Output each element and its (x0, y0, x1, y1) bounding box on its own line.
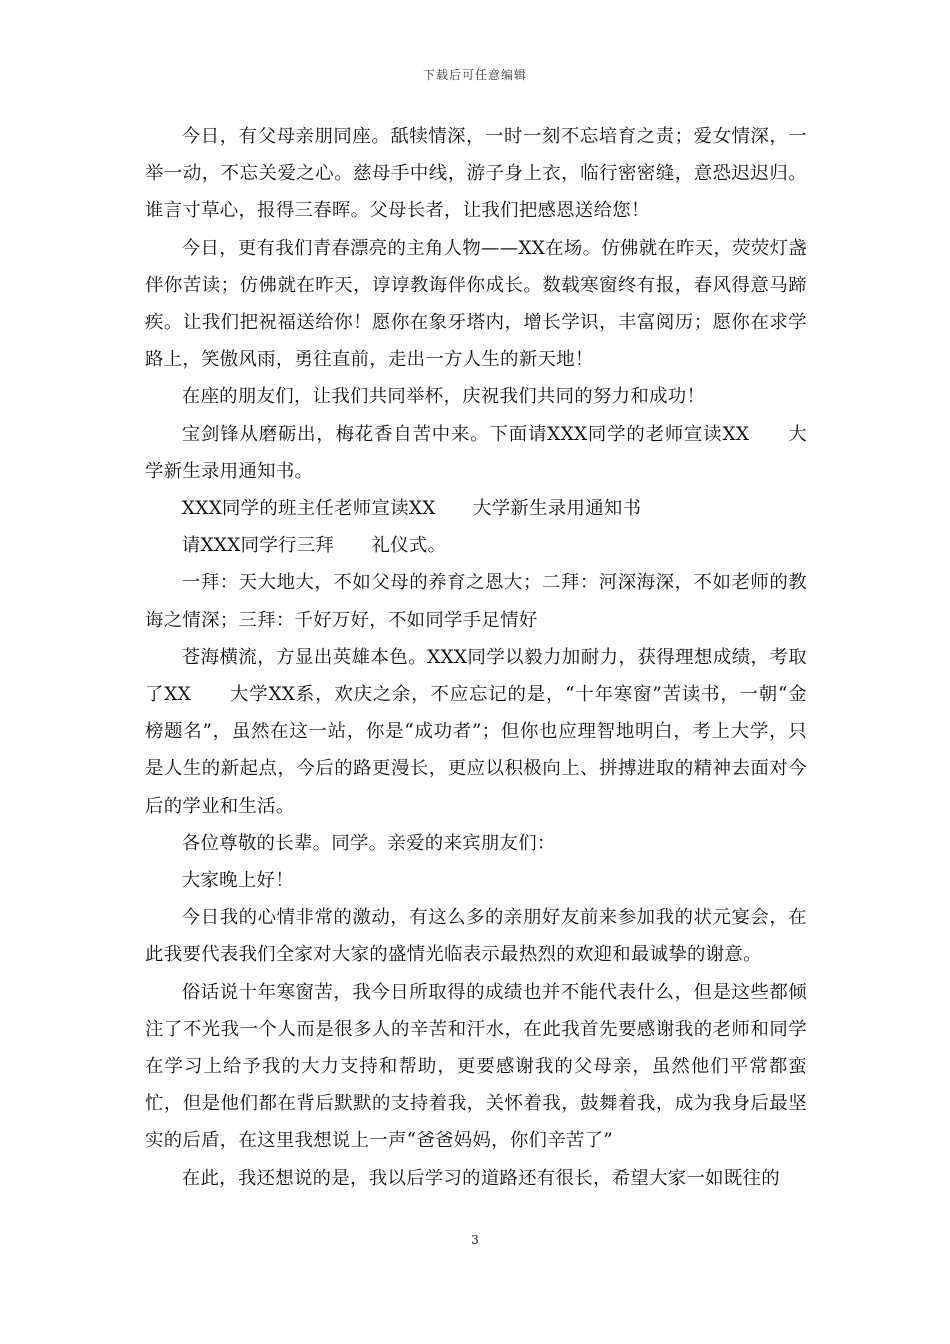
paragraph-blessing-parents: 今日，有父母亲朋同座。舐犊情深，一时一刻不忘培育之责；爱女情深，一举一动，不忘关爱之心。慈母手中线，游子身上衣，临行密密缝，意恐迟迟归。谁言寸草心，报得三春晖。父母长者，让我们把感恩送给您！ (145, 126, 807, 222)
paragraph-bows-detail: 一拜：天大地大，不如父母的养育之恩大；二拜：河深海深，不如老师的教诲之情深；三拜：千好万好，不如同学手足情好 (145, 572, 807, 631)
paragraph-invite-teacher: 宝剑锋从磨砺出，梅花香自苦中来。下面请XXX同学的老师宣读XX 大学新生录用通知书。 (145, 423, 807, 482)
page-header: 下载后可任意编辑 (422, 68, 527, 82)
paragraph-teacher-reads: XXX同学的班主任老师宣读XX 大学新生录用通知书 (181, 498, 642, 520)
paragraph-three-bows: 请XXX同学行三拜 礼仪式。 (181, 535, 447, 557)
paragraph-blessing-student: 今日，更有我们青春漂亮的主角人物——XX在场。仿佛就在昨天，荧荧灯盏伴你苦读；仿佛就在昨天，谆谆教诲伴你成长。数载寒窗终有报，春风得意马蹄疾。让我们把祝福送给你！愿你在象牙塔内，增长学识，丰富阅历；愿你在求学路上，笑傲风雨，勇往直前，走出一方人生的新天地！ (145, 237, 807, 371)
paragraph-thanks-guests: 今日我的心情非常的激动，有这么多的亲朋好友前来参加我的状元宴会，在此我要代表我们全家对大家的盛情光临表示最热烈的欢迎和最诚挚的谢意。 (145, 907, 807, 966)
document-body (145, 118, 807, 1197)
paragraph-greeting: 大家晚上好！ (181, 870, 294, 892)
paragraph-salutation: 各位尊敬的长辈。同学。亲爱的来宾朋友们： (181, 832, 556, 854)
paragraph-encouragement: 苍海横流，方显出英雄本色。XXX同学以毅力加耐力，获得理想成绩，考取了XX 大学XX系，欢庆之余，不应忘记的是，“十年寒窗”苦读书，一朝“金榜题名”，虽然在这一站，你是“成功者”；但你也应理智地明白，考上大学，只是人生的新起点，今后的路更漫长，更应以积极向上、拼搏进取的精神去面对今后的学业和生活。 (145, 646, 807, 817)
paragraph-thanks-family: 俗话说十年寒窗苦，我今日所取得的成绩也并不能代表什么，但是这些都倾注了不光我一个人而是很多人的辛苦和汗水，在此我首先要感谢我的老师和同学在学习上给予我的大力支持和帮助，更要感谢我的父母亲，虽然他们平常都蛮忙，但是他们都在背后默默的支持着我，关怀着我，鼓舞着我，成为我身后最坚实的后盾，在这里我想说上一声“爸爸妈妈，你们辛苦了” (145, 981, 807, 1152)
page-number: 3 (471, 1233, 479, 1247)
paragraph-toast: 在座的朋友们，让我们共同举杯，庆祝我们共同的努力和成功！ (181, 386, 706, 408)
paragraph-closing: 在此，我还想说的是，我以后学习的道路还有很长，希望大家一如既往的 (181, 1167, 780, 1189)
